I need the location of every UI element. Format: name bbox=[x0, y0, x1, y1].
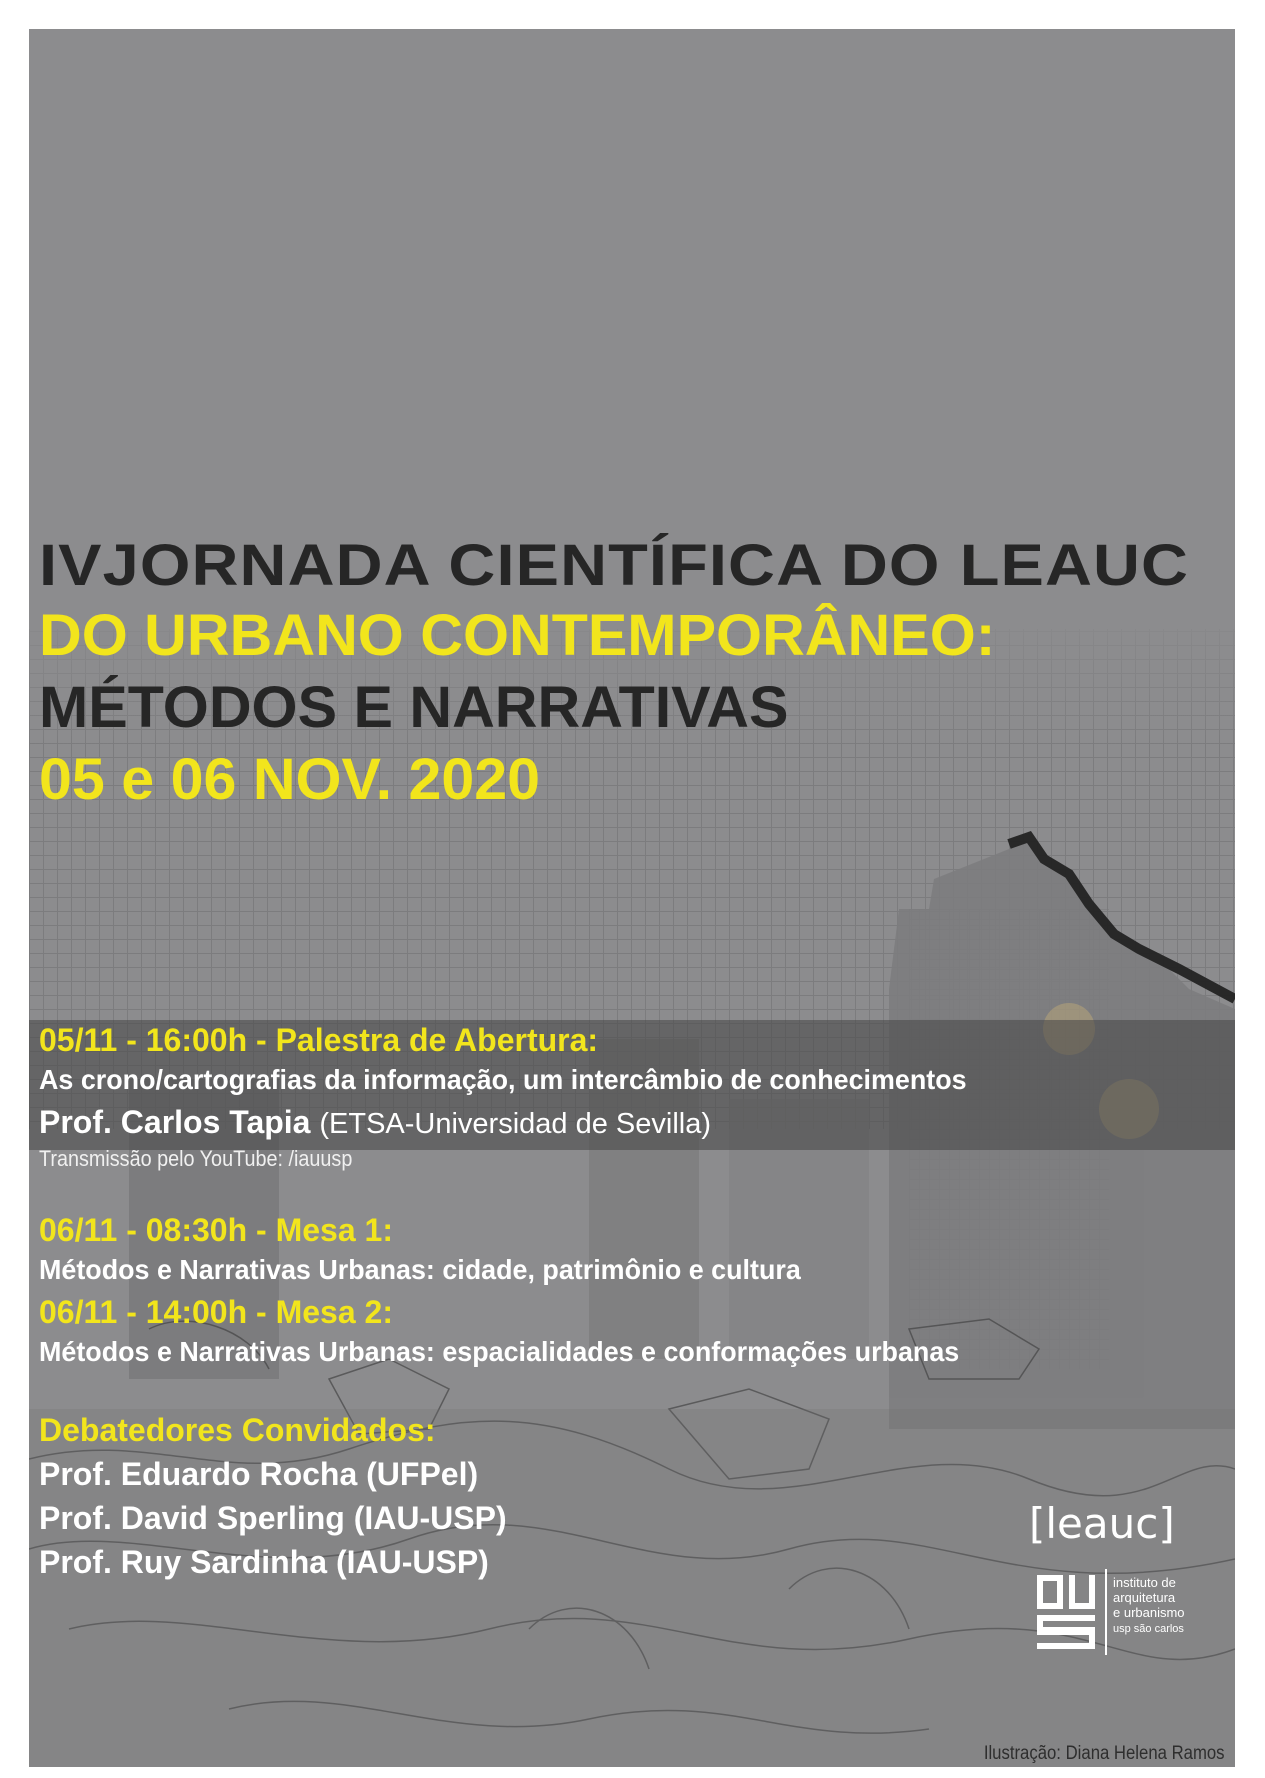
debater-name: Prof. Ruy Sardinha (IAU-USP) bbox=[39, 1544, 489, 1580]
event-theme-line2: MÉTODOS E NARRATIVAS bbox=[39, 675, 789, 740]
debater-name: Prof. Eduardo Rocha (UFPel) bbox=[39, 1456, 479, 1492]
iau-line: instituto de bbox=[1113, 1575, 1176, 1590]
opening-header: 05/11 - 16:00h - Palestra de Abertura: bbox=[39, 1022, 599, 1058]
debater-name: Prof. David Sperling (IAU-USP) bbox=[39, 1500, 507, 1536]
iau-line: arquitetura bbox=[1113, 1590, 1176, 1605]
mesa2-subtitle: Métodos e Narrativas Urbanas: espacialidades e conformações urbanas bbox=[39, 1336, 960, 1367]
iau-line: e urbanismo bbox=[1113, 1605, 1185, 1620]
title-block bbox=[39, 533, 1229, 823]
event-theme-line1: DO URBANO CONTEMPORÂNEO: bbox=[39, 603, 996, 668]
opening-speaker-line bbox=[39, 1106, 1229, 1148]
poster bbox=[29, 29, 1235, 1767]
mesa1-subtitle: Métodos e Narrativas Urbanas: cidade, patrimônio e cultura bbox=[39, 1254, 801, 1285]
mesa1-header: 06/11 - 08:30h - Mesa 1: bbox=[39, 1212, 393, 1248]
opening-speaker: Prof. Carlos Tapia bbox=[39, 1104, 311, 1140]
leauc-logo: [leauc] bbox=[1029, 1499, 1175, 1548]
opening-affiliation: (ETSA-Universidad de Sevilla) bbox=[319, 1108, 712, 1140]
event-dates: 05 e 06 NOV. 2020 bbox=[39, 747, 541, 812]
debaters-header: Debatedores Convidados: bbox=[39, 1412, 436, 1448]
iau-usp-logo bbox=[1033, 1569, 1233, 1659]
event-title: IVJORNADA CIENTÍFICA DO LEAUC bbox=[39, 533, 1190, 598]
illustration-credit: Ilustração: Diana Helena Ramos bbox=[984, 1743, 1225, 1764]
iau-line: usp são carlos bbox=[1113, 1623, 1184, 1635]
opening-subtitle: As crono/cartografias da informação, um intercâmbio de conhecimentos bbox=[39, 1064, 967, 1095]
youtube-stream-info: Transmissão pelo YouTube: /iauusp bbox=[39, 1146, 353, 1171]
mesa2-header: 06/11 - 14:00h - Mesa 2: bbox=[39, 1294, 393, 1330]
